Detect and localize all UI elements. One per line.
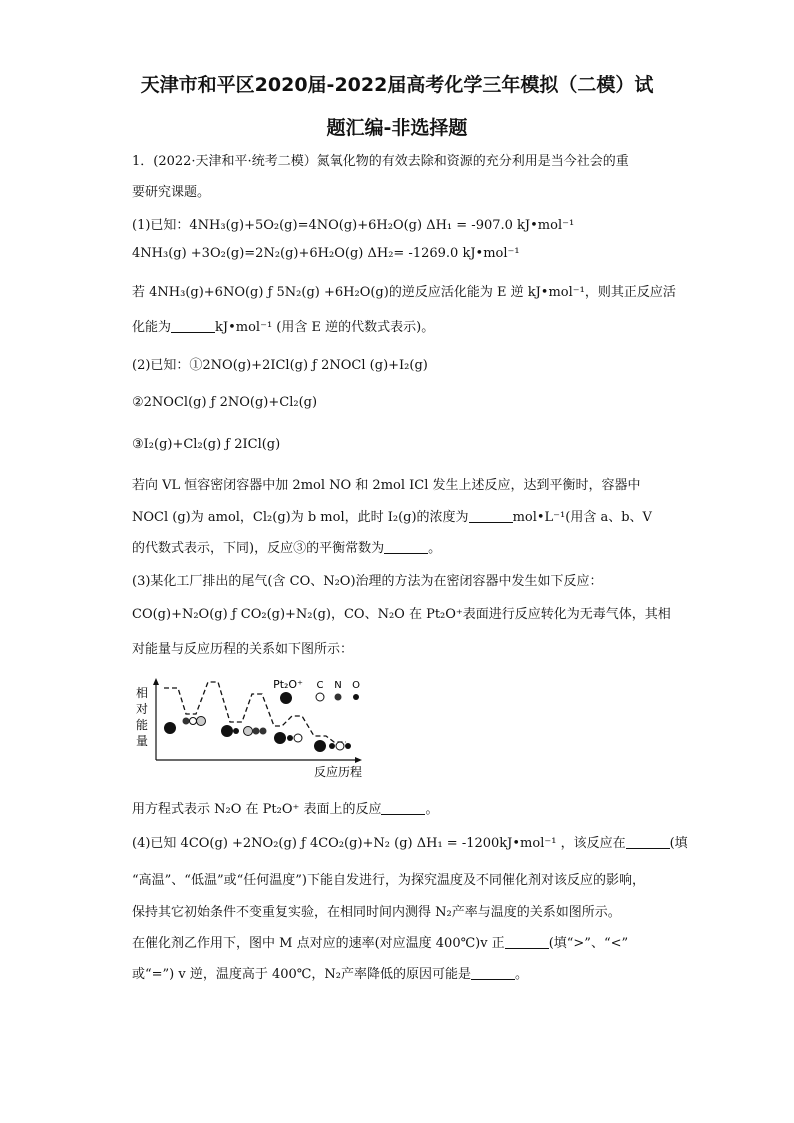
answer-blank xyxy=(381,802,425,815)
energy-profile-diagram xyxy=(130,672,370,782)
legend-n-label: N xyxy=(334,680,342,691)
legend-pt2o-label: Pt₂O⁺ xyxy=(273,678,303,691)
answer-blank xyxy=(505,936,549,949)
question-text-line: (3)某化工厂排出的尾气(含 CO、N₂O)治理的方法为在密闭容器中发生如下反应： xyxy=(132,574,603,589)
question-text-line: 1．(2022·天津和平·统考二模）氮氧化物的有效去除和资源的充分利用是当今社会的重 xyxy=(132,154,629,169)
question-text-line: (1)已知：4NH₃(g)+5O₂(g)=4NO(g)+6H₂O(g) ΔH₁ = -907.0 kJ•mol⁻¹ xyxy=(132,218,575,233)
question-text-line: 4NH₃(g) +3O₂(g)=2N₂(g)+6H₂O(g) ΔH₂= -1269.0 kJ•mol⁻¹ xyxy=(132,246,520,261)
question-text-line: ②2NOCl(g) ƒ 2NO(g)+Cl₂(g) xyxy=(132,395,318,410)
molecule-group-1 xyxy=(164,717,206,735)
molecule-group-3 xyxy=(274,732,302,744)
answer-blank xyxy=(171,320,215,333)
legend-o-label: O xyxy=(352,680,360,691)
answer-blank xyxy=(469,510,513,523)
text-fragment: 。 xyxy=(425,802,439,817)
text-fragment: (填 xyxy=(669,836,688,851)
question-text-line xyxy=(132,963,528,982)
y-axis-label-char: 量 xyxy=(135,734,149,748)
legend-n-atom-icon xyxy=(335,694,342,701)
y-axis-label-char: 对 xyxy=(135,702,149,716)
legend-c-atom-icon xyxy=(316,693,324,701)
answer-blank xyxy=(626,836,670,849)
molecule-group-4 xyxy=(314,740,351,752)
text-fragment: NOCl (g)为 amol，Cl₂(g)为 b mol，此时 I₂(g)的浓度为 xyxy=(132,510,469,525)
question-text-line: (2)已知：①2NO(g)+2ICl(g) ƒ 2NOCl (g)+I₂(g) xyxy=(132,358,428,373)
question-text-line: CO(g)+N₂O(g) ƒ CO₂(g)+N₂(g)，CO、N₂O 在 Pt₂O⁺表面进行反应转化为无毒气体，其相 xyxy=(132,607,671,622)
question-text-line: 若向 VL 恒容密闭容器中加 2mol NO 和 2mol ICl 发生上述反应，达到平衡时，容器中 xyxy=(132,478,641,493)
text-fragment: 在催化剂乙作用下，图中 M 点对应的速率(对应温度 400℃)v 正 xyxy=(132,936,505,951)
page-title-line-1: 天津市和平区2020届-2022届高考化学三年模拟（二模）试 xyxy=(140,74,654,96)
text-fragment: 化能为 xyxy=(132,320,172,335)
molecule-group-2 xyxy=(221,725,267,737)
question-text-line xyxy=(132,932,628,951)
question-text-line: 要研究课题。 xyxy=(132,185,211,200)
text-fragment: (填“>”、“<” xyxy=(548,936,629,951)
page-title-line-2: 题汇编-非选择题 xyxy=(326,117,468,139)
question-text-line: 对能量与反应历程的关系如下图所示： xyxy=(132,642,354,657)
x-axis-arrow xyxy=(355,757,362,763)
question-text-line xyxy=(132,537,441,556)
text-fragment: 的代数式表示，下同)，反应③的平衡常数为 xyxy=(132,541,385,556)
y-axis-arrow xyxy=(153,678,159,685)
answer-blank xyxy=(471,967,515,980)
legend-c-label: C xyxy=(316,680,324,691)
text-fragment: 。 xyxy=(428,541,442,556)
text-fragment: mol•L⁻¹(用含 a、b、V xyxy=(512,510,652,525)
question-text-line xyxy=(132,506,652,525)
question-text-line: 若 4NH₃(g)+6NO(g) ƒ 5N₂(g) +6H₂O(g)的逆反应活化能为 E 逆 kJ•mol⁻¹，则其正反应活 xyxy=(132,285,676,300)
text-fragment: 。 xyxy=(514,967,528,982)
y-axis-label-char: 相 xyxy=(135,686,149,700)
text-fragment: 用方程式表示 N₂O 在 Pt₂O⁺ 表面上的反应 xyxy=(132,802,382,817)
question-text-line: “高温”、“低温”或“任何温度”)下能自发进行，为探究温度及不同催化剂对该反应的影响， xyxy=(132,873,645,888)
text-fragment: kJ•mol⁻¹ (用含 E 逆的代数式表示)。 xyxy=(215,320,435,335)
question-text-line xyxy=(132,316,434,335)
text-fragment: (4)已知 4CO(g) +2NO₂(g) ƒ 4CO₂(g)+N₂ (g) ΔH₁ = -1200kJ•mol⁻¹ ，该反应在 xyxy=(132,836,626,851)
question-text-line xyxy=(132,832,688,851)
legend-pt2o-atom-icon xyxy=(280,692,292,704)
question-text-line xyxy=(132,798,439,817)
question-text-line: 保持其它初始条件不变重复实验，在相同时间内测得 N₂产率与温度的关系如图所示。 xyxy=(132,905,621,920)
x-axis-label: 反应历程 xyxy=(313,765,363,779)
legend-o-atom-icon xyxy=(353,694,359,700)
text-fragment: 或“=”) v 逆，温度高于 400℃，N₂产率降低的原因可能是 xyxy=(132,967,471,982)
question-text-line: ③I₂(g)+Cl₂(g) ƒ 2ICl(g) xyxy=(132,437,281,452)
answer-blank xyxy=(384,541,428,554)
y-axis-label-char: 能 xyxy=(135,718,149,732)
